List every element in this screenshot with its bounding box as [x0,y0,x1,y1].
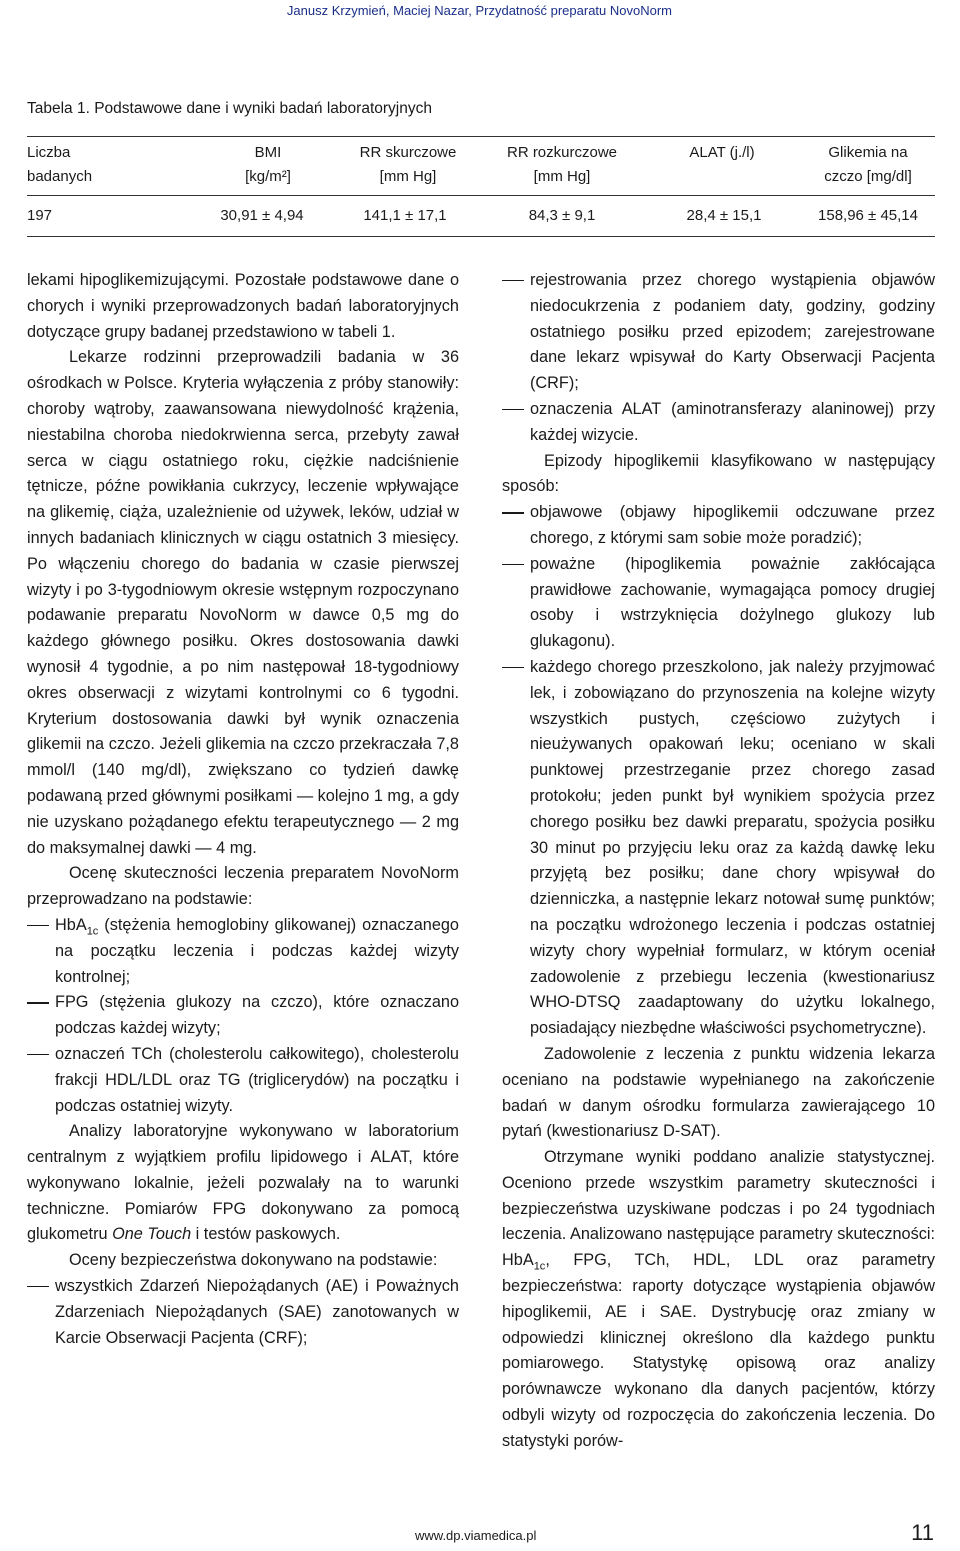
paragraph: lekami hipoglikemizującymi. Pozostałe podstawowe dane o chorych i wyniki przeprowadzonych badań laboratoryjnych dotyczące grupy badanej przedstawiono w tabeli 1. [27,271,459,341]
italic-text: One Touch [112,1225,192,1244]
text-run: (stężenia hemoglobiny glikowanej) oznaczanego na początku leczenia i podczas każdej wizyty kontrolnej; [55,915,459,986]
table-caption: Tabela 1. Podstawowe dane i wyniki badań laboratoryjnych [27,100,432,117]
header-line: Glikemia na [828,144,908,161]
table-header-diastolic [507,141,617,189]
table-cell-bmi: 30,91 ± 4,94 [220,207,304,224]
dash-list-item: objawowe (objawy hipoglikemii odczuwane przez chorego, z którymi sam sobie może poradzić); [502,500,935,552]
dash-list-item: FPG (stężenia glukozy na czczo), które oznaczano podczas każdej wizyty; [27,990,459,1042]
paragraph: Lekarze rodzinni przeprowadzili badania w 36 ośrodkach w Polsce. Kryteria wyłączenia z próby stanowiły: choroby wątroby, zaawansowana niewydolność krążenia, niestabilna choroba niedokrwienna serca, przebyty zawał serca w ciągu ostatniego roku, ciężkie nadciśnienie tętnicze, późne powikłania cukrzycy, leczenie wpływające na glikemię, ciąża, uzależnienie od używek, leków, udział w innych badaniach klinicznych w ciągu ostatnich 3 miesięcy. Po włączeniu chorego do badania w czasie pierwszej wizyty i po 3-tygodniowym okresie wstępnym rozpoczynano podawanie preparatu NovoNorm w dawce 0,5 mg do każdego głównego posiłku. Okres dostosowania dawki wynosił 4 tygodnie, a po nim następował 18-tygodniowy okres obserwacji z wizytami kontrolnymi co 6 tygodni. Kryterium dostosowania dawki był wynik oznaczenia glikemii na czczo. Jeżeli glikemia na czczo przekraczała 7,8 mmol/l (140 mg/dl), zwiększano co tydzień dawkę podawaną przed głównymi posiłkami — kolejno 1 mg, a gdy nie uzyskano pożądanego efektu terapeutycznego — 2 mg do maksymalnej dawki — 4 mg. [27,348,459,857]
text-run: Otrzymane wyniki poddano analizie statystycznej. Oceniono przede wszystkim parametry skuteczności i bezpieczeństwa uzyskiwane podczas i po 24 tygodniach leczenia. Analizowano następujące parametry skuteczności: HbA [502,1148,935,1270]
header-line: RR skurczowe [359,144,457,161]
dash-list-item: oznaczeń TCh (cholesterolu całkowitego), cholesterolu frakcji HDL/LDL oraz TG (triglicerydów) na początku i podczas ostatniej wizyty. [27,1042,459,1119]
paragraph: Oceny bezpieczeństwa dokonywano na podstawie: [69,1251,438,1270]
subscript: 1c [86,925,99,938]
header-line: [mm Hg] [533,168,591,185]
table-header-alat [689,141,754,165]
table-header-glycemia [824,141,912,189]
subscript: 1c [533,1260,546,1273]
right-column [502,268,935,1455]
paragraph [502,1145,935,1455]
left-column [27,268,459,1351]
table-cell-systolic: 141,1 ± 17,1 [363,207,447,224]
paragraph: Zadowolenie z leczenia z punktu widzenia lekarza oceniano na podstawie wypełnianego na zakończenie badań w danym ośrodku formularza zawierającego 10 pytań (kwestionariusz D-SAT). [502,1044,935,1141]
table-header-systolic [360,141,457,189]
dash-list-item [27,913,459,990]
table-cell-diastolic: 84,3 ± 9,1 [528,207,596,224]
footer-url[interactable]: www.dp.viamedica.pl [415,1528,537,1543]
text-run: Analizy laboratoryjne wykonywano w laboratorium centralnym z wyjątkiem profilu lipidowego i ALAT, które wykonywano lokalnie, jeżeli pozwalały na to warunki techniczne. Pomiarów FPG dokonywano za pomocą glukometru [27,1122,459,1244]
running-head [0,0,960,22]
dash-list-item: wszystkich Zdarzeń Niepożądanych (AE) i Poważnych Zdarzeniach Niepożądanych (SAE) zanotowanych w Karcie Obserwacji Pacjenta (CRF); [27,1274,459,1351]
dash-list-item: rejestrowania przez chorego wystąpienia objawów niedocukrzenia z podaniem daty, godziny, godziny ostatniego posiłku przed epizodem; zarejestrowane dane lekarz wpisywał do Karty Obserwacji Pacjenta (CRF); [502,268,935,397]
paragraph: Ocenę skuteczności leczenia preparatem NovoNorm przeprowadzano na podstawie: [27,864,459,909]
table-header-bmi [245,141,291,189]
dash-list-item: oznaczenia ALAT (aminotransferazy alaninowej) przy każdej wizycie. [502,397,935,449]
table-top-rule [27,136,935,137]
running-head-text: Janusz Krzymień, Maciej Nazar, Przydatność preparatu NovoNorm [286,3,672,18]
header-line: ALAT (j./l) [689,144,755,161]
header-line: [mm Hg] [379,168,437,185]
table-cell-count: 197 [27,207,53,224]
table-header-rule [27,195,935,196]
table-cell-alat: 28,4 ± 15,1 [686,207,762,224]
header-line: czczo [mg/dl] [824,168,912,185]
header-line: BMI [254,144,282,161]
header-line: RR rozkurczowe [506,144,618,161]
table-bottom-rule [27,236,935,237]
table-cell-glycemia: 158,96 ± 45,14 [818,207,918,224]
dash-list-item: poważne (hipoglikemia poważnie zakłócająca prawidłowe zachowanie, wymagająca pomocy drugiej osoby i wstrzyknięcia dożylnego glukozy lub glukagonu). [502,552,935,655]
text-run: , FPG, TCh, HDL, LDL oraz parametry bezpieczeństwa: raporty dotyczące wystąpienia objawów hipoglikemii, AE i SAE. Dystrybucję oraz zmiany w odpowiedzi klinicznej określono dla każdego punktu pomiarowego. Statystykę opisową oraz analizy porównawcze wykonano dla danych pacjentów, którzy odbyli wizyty od rozpoczęcia do zakończenia leczenia. Do statystyki porów- [502,1251,935,1450]
page-number: 11 [911,1520,934,1545]
header-line: Liczba [27,144,71,161]
text-run: i testów paskowych. [191,1225,341,1244]
header-line: badanych [27,168,93,185]
paragraph [27,1119,459,1248]
paragraph: Epizody hipoglikemii klasyfikowano w następujący sposób: [502,451,935,496]
dash-list-item: każdego chorego przeszkolono, jak należy przyjmować lek, i zobowiązano do przynoszenia na kolejne wizyty wszystkich pustych, częściowo zużytych i nieużywanych opakowań leku; oceniano w skali punktowej przestrzeganie przez chorego zasad protokołu; jeden punkt był wynikiem spożycia przez chorego posiłku bez dawki preparatu, spożycia posiłku 30 minut po przyjęciu leku oraz za każdą dawkę leku przyjętą bez posiłku; dane chory wpisywał do dzienniczka, a następnie lekarz notował sumę punktów; na początku wdrożonego leczenia i podczas ostatniej wizyty chory wypełniał formularz, w którym oceniał zadowolenie z przebiegu leczenia (kwestionariusz WHO-DTSQ zaadaptowany do użytku lokalnego, posiadający niezbędne właściwości psychometryczne). [502,655,935,1042]
text-run: HbA [55,915,87,934]
header-line: [kg/m²] [245,168,291,185]
table-header-count [27,141,92,189]
